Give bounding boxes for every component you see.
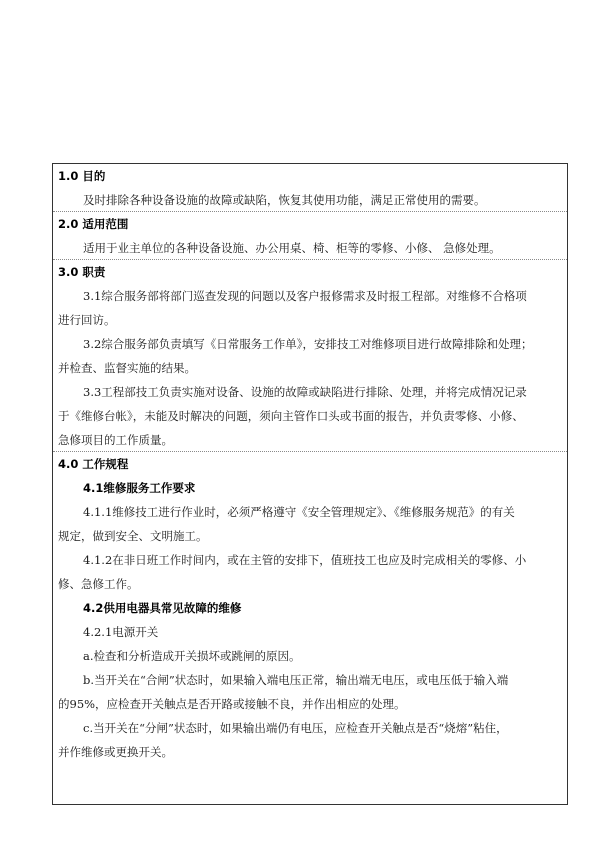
heading-scope: 2.0 适用范围 bbox=[58, 217, 129, 231]
req-4-1-2-line1: 4.1.2在非日班工作时间内，或在主管的安排下，值班技工也应及时完成相关的零修、小 bbox=[83, 553, 527, 567]
step-a: a.检查和分析造成开关损坏或跳闸的原因。 bbox=[83, 649, 301, 663]
subheading-electrical-repair: 4.2供用电器具常见故障的维修 bbox=[83, 601, 242, 615]
scope-text: 适用于业主单位的各种设备设施、办公用桌、椅、柜等的零修、小修、 急修处理。 bbox=[83, 241, 501, 255]
step-b-line2: 的95%，应检查开关触点是否开路或接触不良，并作出相应的处理。 bbox=[58, 697, 406, 711]
purpose-text: 及时排除各种设备设施的故障或缺陷，恢复其使用功能，满足正常使用的需要。 bbox=[83, 193, 486, 207]
resp-3-3-line1: 3.3工程部技工负责实施对设备、设施的故障或缺陷进行排除、处理，并将完成情况记录 bbox=[83, 385, 527, 399]
resp-3-1-line1: 3.1综合服务部将部门巡查发现的问题以及客户报修需求及时报工程部。对维修不合格项 bbox=[83, 289, 527, 303]
resp-3-3-line2: 于《维修台帐》，未能及时解决的问题，须向主管作口头或书面的报告，并负责零修、小修、 bbox=[58, 409, 524, 423]
item-power-switch: 4.2.1电源开关 bbox=[83, 625, 159, 639]
separator bbox=[53, 211, 567, 212]
resp-3-2-line2: 并检查、监督实施的结果。 bbox=[58, 361, 196, 375]
resp-3-1-line2: 进行回访。 bbox=[58, 313, 116, 327]
heading-purpose: 1.0 目的 bbox=[58, 169, 106, 183]
subheading-service-requirements: 4.1维修服务工作要求 bbox=[83, 481, 196, 495]
resp-3-3-line3: 急修项目的工作质量。 bbox=[58, 433, 173, 447]
resp-3-2-line1: 3.2综合服务部负责填写《日常服务工作单》，安排技工对维修项目进行故障排除和处理； bbox=[83, 337, 533, 351]
step-b-line1: b.当开关在“合闸”状态时，如果输入端电压正常，输出端无电压，或电压低于输入端 bbox=[83, 673, 509, 687]
heading-procedures: 4.0 工作规程 bbox=[58, 457, 129, 471]
req-4-1-1-line2: 规定，做到安全、文明施工。 bbox=[58, 529, 208, 543]
req-4-1-1-line1: 4.1.1维修技工进行作业时，必须严格遵守《安全管理规定》、《维修服务规范》的有关 bbox=[83, 505, 515, 519]
separator bbox=[53, 451, 567, 452]
req-4-1-2-line2: 修、急修工作。 bbox=[58, 577, 139, 591]
step-c-line1: c.当开关在“分闸”状态时，如果输出端仍有电压，应检查开关触点是否“烧熔”粘住， bbox=[83, 721, 508, 735]
heading-responsibilities: 3.0 职责 bbox=[58, 265, 106, 279]
separator bbox=[53, 259, 567, 260]
step-c-line2: 并作维修或更换开关。 bbox=[58, 745, 173, 759]
